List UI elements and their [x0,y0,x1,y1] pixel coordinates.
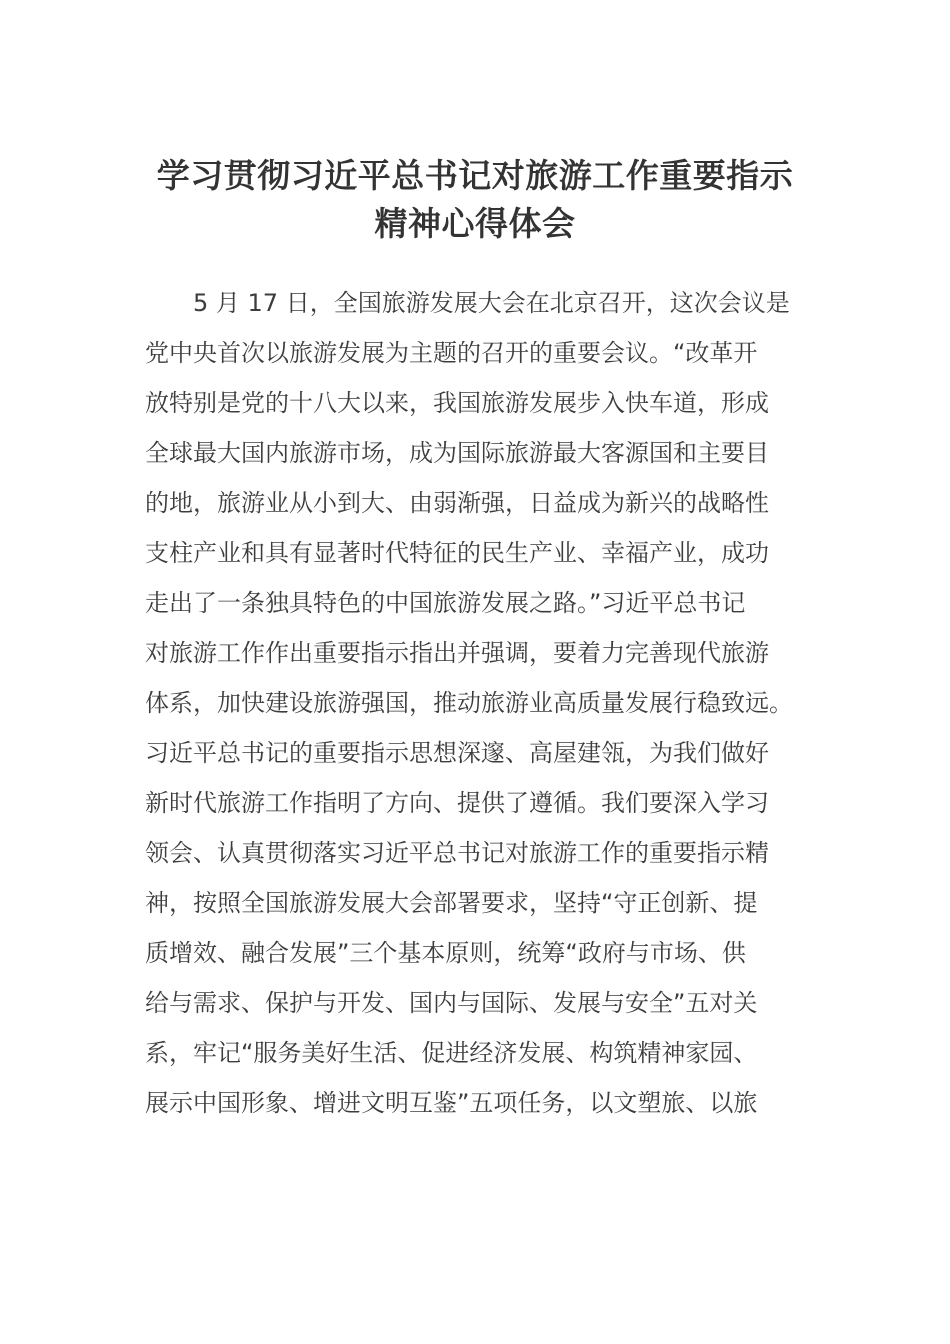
body-line: 支柱产业和具有显著时代特征的民生产业、幸福产业，成功 [145,539,769,567]
body-line: 领会、认真贯彻落实习近平总书记对旅游工作的重要指示精 [145,839,769,867]
body-line: 展示中国形象、增进文明互鉴”五项任务，以文塑旅、以旅 [145,1089,758,1117]
body-line: 质增效、融合发展”三个基本原则，统筹“政府与市场、供 [145,939,746,967]
body-line: 的地，旅游业从小到大、由弱渐强，日益成为新兴的战略性 [145,489,769,517]
body-line: 走出了一条独具特色的中国旅游发展之路。”习近平总书记 [145,589,746,617]
body-line: 习近平总书记的重要指示思想深邃、高屋建瓴，为我们做好 [145,739,769,767]
body-line: 全球最大国内旅游市场，成为国际旅游最大客源国和主要目 [145,439,769,467]
body-line: 体系，加快建设旅游强国，推动旅游业高质量发展行稳致远。 [145,689,793,717]
body-line: 对旅游工作作出重要指示指出并强调，要着力完善现代旅游 [145,639,769,667]
title-line: 学习贯彻习近平总书记对旅游工作重要指示 [156,156,794,195]
body-line: 党中央首次以旅游发展为主题的召开的重要会议。“改革开 [145,339,758,367]
body-line: 5 月 17 日，全国旅游发展大会在北京召开，这次会议是 [193,289,790,317]
body-line: 给与需求、保护与开发、国内与国际、发展与安全”五对关 [145,989,758,1017]
document-body [145,278,817,1128]
body-line: 放特别是党的十八大以来，我国旅游发展步入快车道，形成 [145,389,769,417]
body-line: 新时代旅游工作指明了方向、提供了遵循。我们要深入学习 [145,789,769,817]
body-line: 神，按照全国旅游发展大会部署要求，坚持“守正创新、提 [145,889,758,917]
document-title [120,152,830,248]
title-line: 精神心得体会 [374,204,576,243]
body-line: 系，牢记“服务美好生活、促进经济发展、构筑精神家园、 [145,1039,758,1067]
